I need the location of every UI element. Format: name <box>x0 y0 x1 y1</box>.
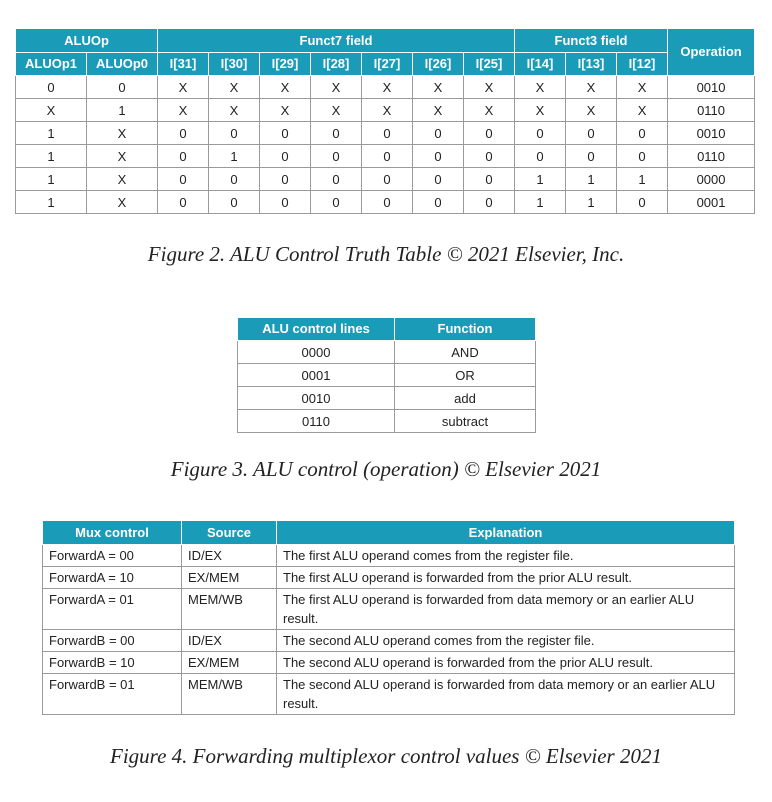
table-cell: AND <box>395 341 536 364</box>
table-cell: ForwardA = 01 <box>43 589 182 630</box>
column-header: I[12] <box>617 53 668 76</box>
column-header: ALUOp0 <box>87 53 158 76</box>
table-cell: ForwardA = 00 <box>43 545 182 567</box>
table-cell: EX/MEM <box>182 652 277 674</box>
table-cell: ForwardB = 10 <box>43 652 182 674</box>
table-cell: 0 <box>260 191 311 214</box>
table-row <box>238 341 536 364</box>
table-cell: 0 <box>413 145 464 168</box>
table-cell: 0 <box>617 122 668 145</box>
table-cell: X <box>158 76 209 99</box>
table-cell: 0010 <box>668 122 755 145</box>
table-row <box>43 652 735 674</box>
table-cell: 1 <box>617 168 668 191</box>
table-cell: X <box>362 76 413 99</box>
table-cell: 1 <box>515 191 566 214</box>
table-row <box>238 387 536 410</box>
table-cell: 0 <box>362 191 413 214</box>
table-cell: 0 <box>362 168 413 191</box>
table-cell: X <box>260 76 311 99</box>
table-cell: X <box>566 99 617 122</box>
alu-control-table-body <box>238 341 536 433</box>
forwarding-table-body <box>43 545 735 715</box>
table-row <box>43 567 735 589</box>
table-cell: The first ALU operand is forwarded from data memory or an earlier ALU result. <box>277 589 735 630</box>
table-cell: X <box>617 99 668 122</box>
table-cell: X <box>413 99 464 122</box>
table-cell: X <box>209 76 260 99</box>
table-cell: X <box>87 191 158 214</box>
table-cell: MEM/WB <box>182 674 277 715</box>
column-header: I[25] <box>464 53 515 76</box>
table-cell: ForwardB = 00 <box>43 630 182 652</box>
table-cell: OR <box>395 364 536 387</box>
table-cell: 0 <box>464 191 515 214</box>
table-cell: 0001 <box>238 364 395 387</box>
table-cell: X <box>16 99 87 122</box>
table-row <box>43 545 735 567</box>
column-header: Function <box>395 318 536 341</box>
table-cell: X <box>566 76 617 99</box>
table-cell: ForwardB = 01 <box>43 674 182 715</box>
table-cell: 1 <box>87 99 158 122</box>
table-cell: X <box>515 99 566 122</box>
table-cell: The first ALU operand comes from the register file. <box>277 545 735 567</box>
table-cell: 0 <box>566 122 617 145</box>
table-cell: X <box>87 122 158 145</box>
table-row <box>43 674 735 715</box>
table-row <box>16 191 755 214</box>
table-row <box>16 145 755 168</box>
table-cell: EX/MEM <box>182 567 277 589</box>
table-cell: 1 <box>16 122 87 145</box>
table-cell: 0 <box>260 168 311 191</box>
table-cell: X <box>311 76 362 99</box>
table-cell: X <box>464 99 515 122</box>
table-cell: 0 <box>413 168 464 191</box>
alu-control-lines-table <box>237 317 536 433</box>
table-cell: The second ALU operand is forwarded from data memory or an earlier ALU result. <box>277 674 735 715</box>
table-cell: X <box>87 168 158 191</box>
funct3-group-header: Funct3 field <box>515 29 668 53</box>
column-header: I[13] <box>566 53 617 76</box>
table-cell: X <box>260 99 311 122</box>
table-row <box>16 99 755 122</box>
table-cell: 0 <box>311 122 362 145</box>
table-cell: 0110 <box>668 99 755 122</box>
table-row <box>16 168 755 191</box>
table-cell: 0 <box>362 145 413 168</box>
table-cell: 0110 <box>238 410 395 433</box>
column-header: ALU control lines <box>238 318 395 341</box>
column-header: I[30] <box>209 53 260 76</box>
table-cell: 0 <box>566 145 617 168</box>
table-cell: 0 <box>464 145 515 168</box>
table-cell: 0 <box>413 122 464 145</box>
table-cell: 1 <box>566 168 617 191</box>
table-cell: 0001 <box>668 191 755 214</box>
table-cell: 0 <box>311 145 362 168</box>
table-cell: 0 <box>209 168 260 191</box>
column-header: Mux control <box>43 521 182 545</box>
table-cell: The second ALU operand comes from the register file. <box>277 630 735 652</box>
table-cell: X <box>209 99 260 122</box>
funct7-group-header: Funct7 field <box>158 29 515 53</box>
table-cell: 0 <box>413 191 464 214</box>
table-cell: 0 <box>158 168 209 191</box>
table-cell: 0 <box>617 145 668 168</box>
table-cell: 0 <box>158 122 209 145</box>
table-cell: X <box>464 76 515 99</box>
table-cell: subtract <box>395 410 536 433</box>
table-cell: X <box>515 76 566 99</box>
figure-2-caption: Figure 2. ALU Control Truth Table © 2021 Elsevier, Inc. <box>147 242 625 266</box>
table-cell: ID/EX <box>182 630 277 652</box>
table-cell: 0010 <box>668 76 755 99</box>
table-cell: 1 <box>16 191 87 214</box>
table-row <box>238 410 536 433</box>
table-cell: ID/EX <box>182 545 277 567</box>
table-cell: 1 <box>209 145 260 168</box>
table-cell: 0 <box>209 122 260 145</box>
aluop-group-header: ALUOp <box>16 29 158 53</box>
table-cell: X <box>413 76 464 99</box>
table-cell: 0 <box>209 191 260 214</box>
table-cell: 1 <box>566 191 617 214</box>
operation-header: Operation <box>668 29 755 76</box>
table-row <box>43 589 735 630</box>
column-header: I[14] <box>515 53 566 76</box>
table-cell: MEM/WB <box>182 589 277 630</box>
column-header: Source <box>182 521 277 545</box>
table-cell: X <box>158 99 209 122</box>
table-cell: X <box>362 99 413 122</box>
table-cell: 0 <box>87 76 158 99</box>
table-cell: 0 <box>464 168 515 191</box>
table-cell: The first ALU operand is forwarded from the prior ALU result. <box>277 567 735 589</box>
table-cell: 0 <box>464 122 515 145</box>
column-header: I[26] <box>413 53 464 76</box>
table-cell: 1 <box>16 168 87 191</box>
figure-3-caption: Figure 3. ALU control (operation) © Elsevier 2021 <box>170 457 602 481</box>
table-cell: 0 <box>362 122 413 145</box>
column-header: I[31] <box>158 53 209 76</box>
table-cell: 0000 <box>238 341 395 364</box>
table-cell: The second ALU operand is forwarded from the prior ALU result. <box>277 652 735 674</box>
column-header: I[29] <box>260 53 311 76</box>
table-cell: 0 <box>16 76 87 99</box>
table-cell: 0 <box>311 168 362 191</box>
table-cell: 0010 <box>238 387 395 410</box>
table-cell: 0 <box>617 191 668 214</box>
table-row <box>43 630 735 652</box>
table-cell: 1 <box>515 168 566 191</box>
table-cell: add <box>395 387 536 410</box>
table-cell: 1 <box>16 145 87 168</box>
column-header: I[28] <box>311 53 362 76</box>
column-header: I[27] <box>362 53 413 76</box>
forwarding-mux-table <box>42 520 735 715</box>
truth-table-body <box>16 76 755 214</box>
column-header: Explanation <box>277 521 735 545</box>
table-cell: X <box>87 145 158 168</box>
table-cell: 0 <box>311 191 362 214</box>
alu-control-truth-table <box>15 28 755 214</box>
table-cell: 0 <box>515 122 566 145</box>
table-cell: 0 <box>260 122 311 145</box>
table-row <box>238 364 536 387</box>
table-cell: 0 <box>158 191 209 214</box>
table-row <box>16 76 755 99</box>
table-cell: X <box>311 99 362 122</box>
table-cell: 0 <box>515 145 566 168</box>
table-cell: ForwardA = 10 <box>43 567 182 589</box>
column-header: ALUOp1 <box>16 53 87 76</box>
table-cell: 0 <box>260 145 311 168</box>
table-cell: 0000 <box>668 168 755 191</box>
table-cell: 0 <box>158 145 209 168</box>
table-cell: X <box>617 76 668 99</box>
table-row <box>16 122 755 145</box>
table-cell: 0110 <box>668 145 755 168</box>
figure-4-caption: Figure 4. Forwarding multiplexor control values © Elsevier 2021 <box>110 744 662 768</box>
